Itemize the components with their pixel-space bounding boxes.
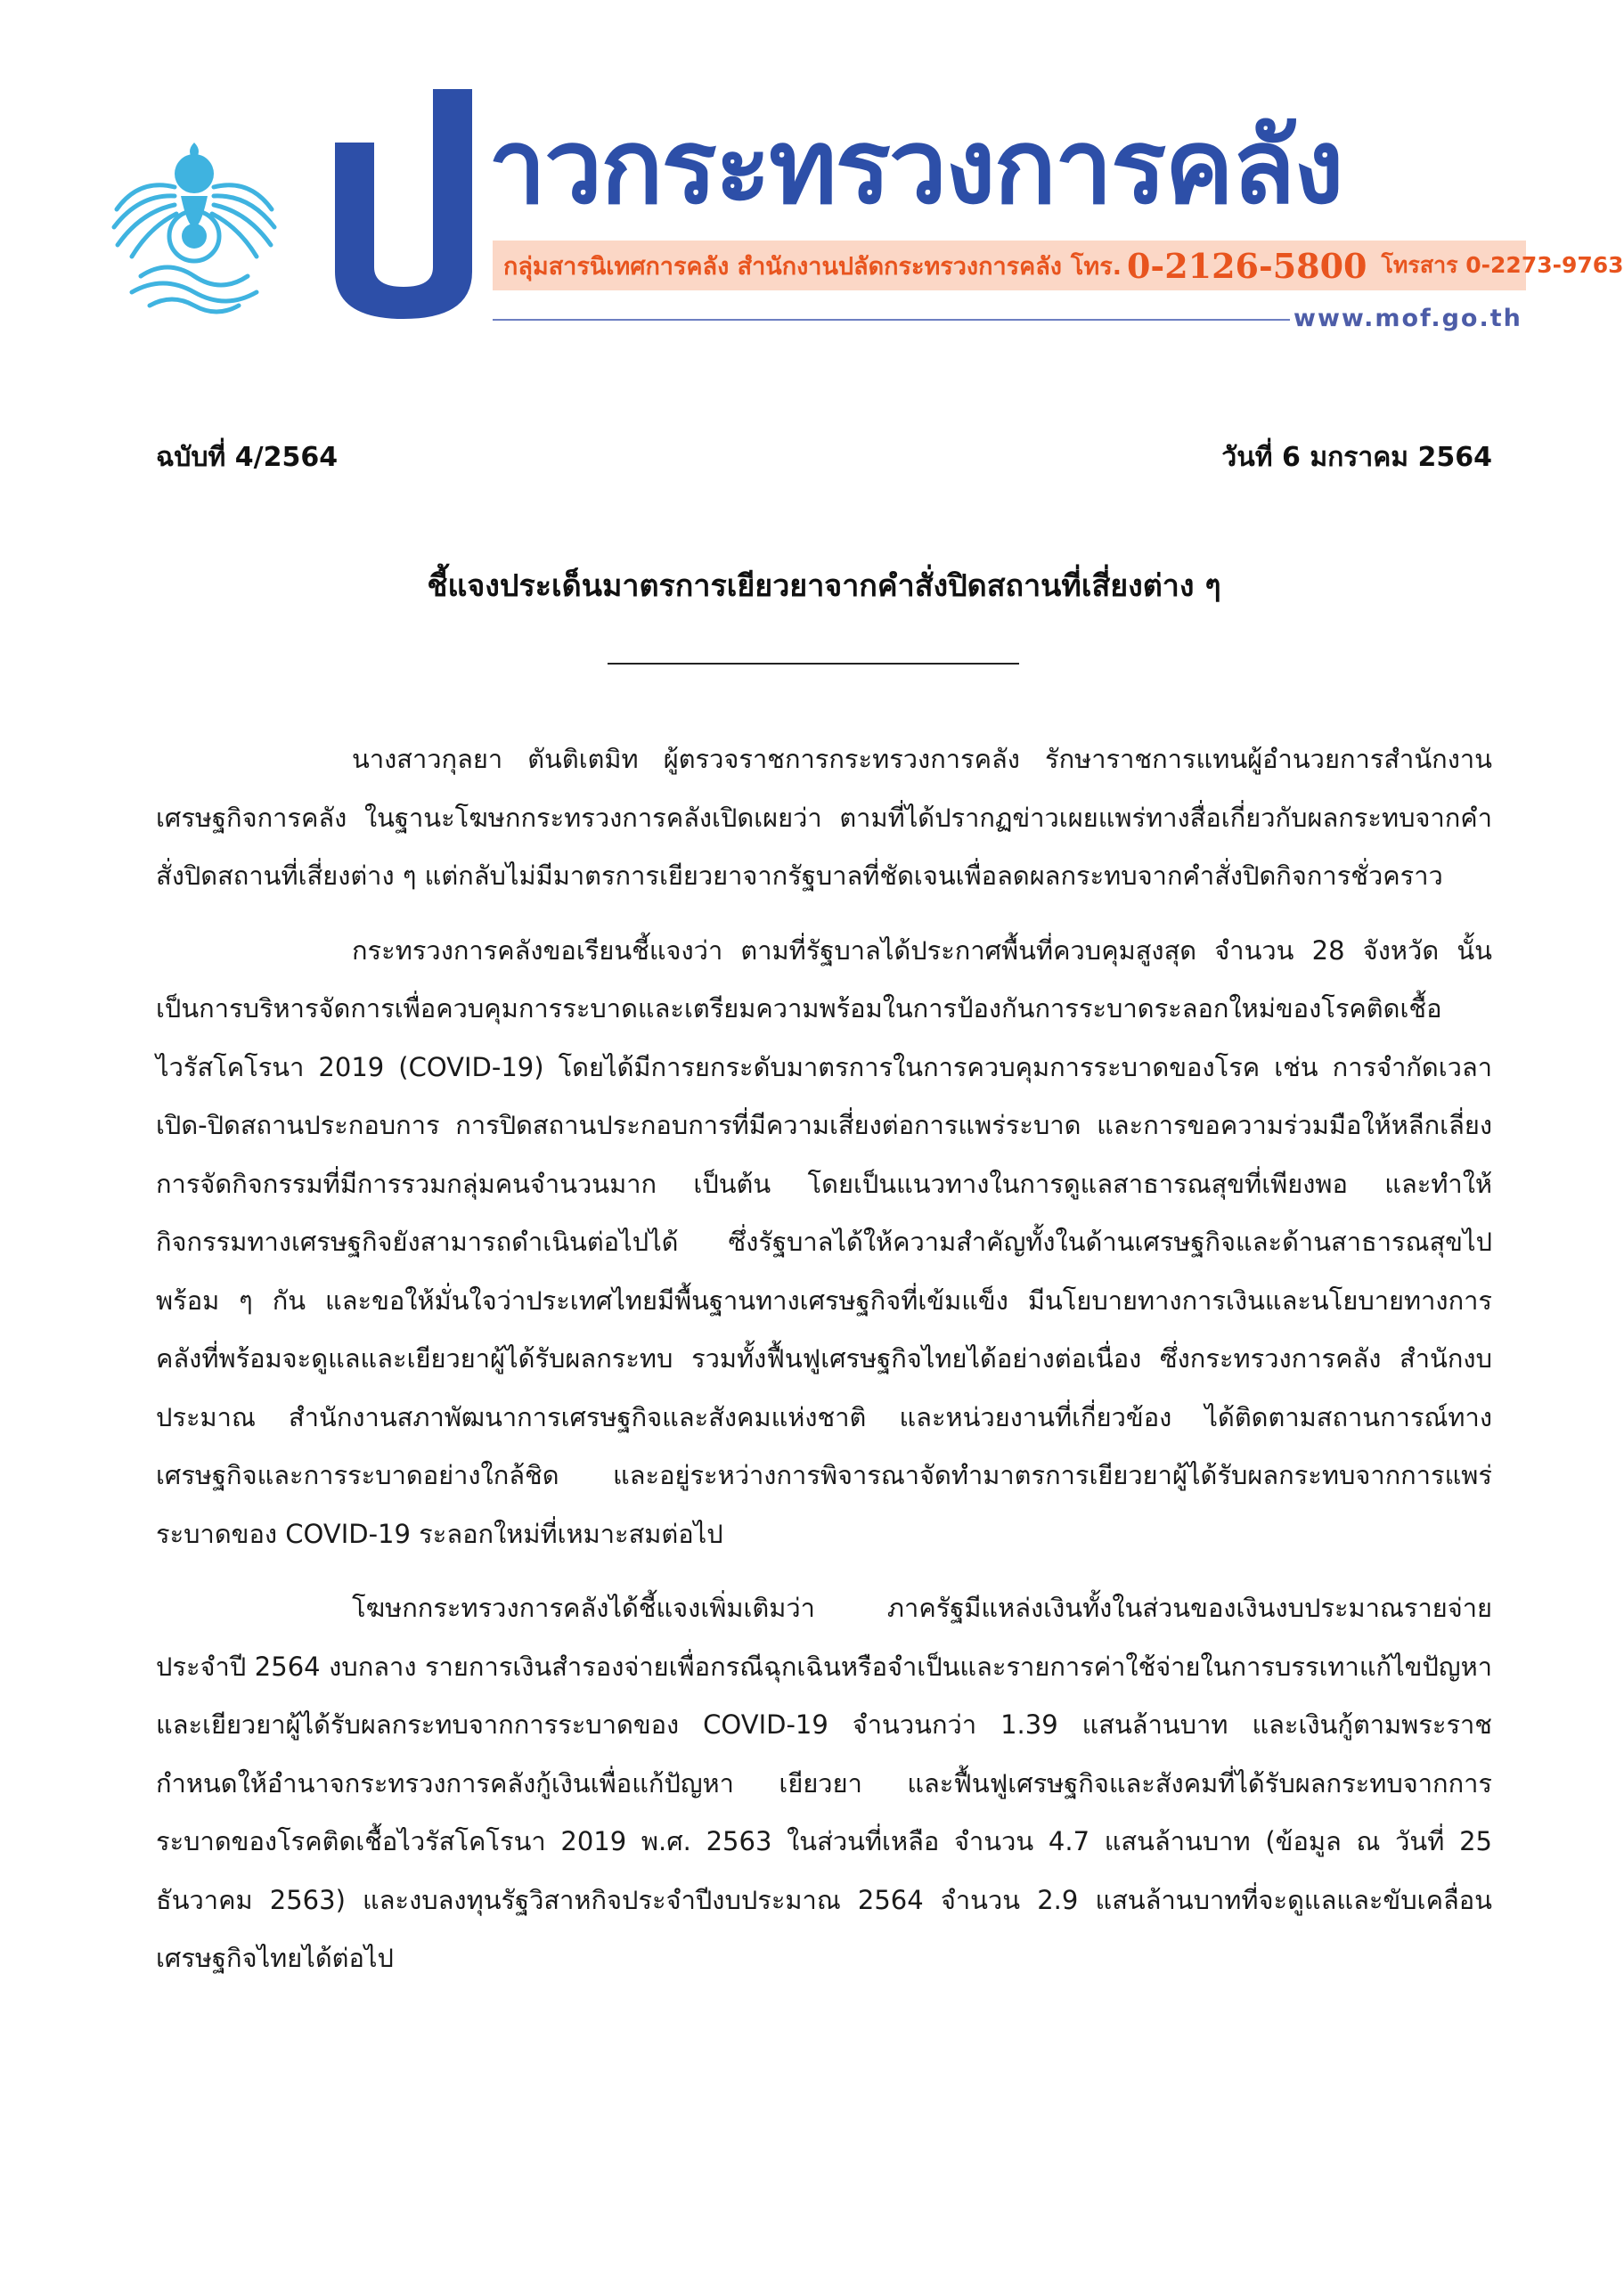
masthead-url: www.mof.go.th	[1293, 305, 1522, 332]
masthead-tel-label: โทร.	[1070, 252, 1122, 281]
document-body	[156, 730, 1492, 2004]
masthead	[0, 0, 1624, 347]
masthead-initial-letter	[328, 89, 479, 321]
ministry-emblem-icon	[105, 125, 283, 312]
issue-date: วันที่ 6 มกราคม 2564	[1221, 442, 1492, 473]
masthead-tel-number: 0-2126-5800	[1126, 245, 1367, 286]
paragraph: กระทรวงการคลังขอเรียนชี้แจงว่า ตามที่รัฐบาลได้ประกาศพื้นที่ควบคุมสูงสุด จำนวน 28 จังหวัด นั้น เป็นการบริหารจัดการเพื่อควบคุมการระบาดและเตรียมความพร้อมในการป้องกันการระบาดระลอกใหม่ของโรคติดเชื้อไวรัสโคโรนา 2019 (COVID-19) โดยได้มีการยกระดับมาตรการในการควบคุมการระบาดของโรค เช่น การจำกัดเวลาเปิด-ปิดสถานประกอบการ การปิดสถานประกอบการที่มีความเสี่ยงต่อการแพร่ระบาด และการขอความร่วมมือให้หลีกเลี่ยงการจัดกิจกรรมที่มีการรวมกลุ่มคนจำนวนมาก เป็นต้น โดยเป็นแนวทางในการดูแลสาธารณสุขที่เพียงพอ และทำให้กิจกรรมทางเศรษฐกิจยังสามารถดำเนินต่อไปได้ ซึ่งรัฐบาลได้ให้ความสำคัญทั้งในด้านเศรษฐกิจและด้านสาธารณสุขไปพร้อม ๆ กัน และขอให้มั่นใจว่าประเทศไทยมีพื้นฐานทางเศรษฐกิจที่เข้มแข็ง มีนโยบายทางการเงินและนโยบายทางการคลังที่พร้อมจะดูแลและเยียวยาผู้ได้รับผลกระทบ รวมทั้งฟื้นฟูเศรษฐกิจไทยได้อย่างต่อเนื่อง ซึ่งกระทรวงการคลัง สำนักงบประมาณ สำนักงานสภาพัฒนาการเศรษฐกิจและสังคมแห่งชาติ และหน่วยงานที่เกี่ยวข้อง ได้ติดตามสถานการณ์ทางเศรษฐกิจและการระบาดอย่างใกล้ชิด และอยู่ระหว่างการพิจารณาจัดทำมาตรการเยียวยาผู้ได้รับผลกระทบจากการแพร่ระบาดของ COVID-19 ระลอกใหม่ที่เหมาะสมต่อไป	[156, 934, 1492, 1549]
paragraph: นางสาวกุลยา ตันติเตมิท ผู้ตรวจราชการกระทรวงการคลัง รักษาราชการแทนผู้อำนวยการสำนักงานเศรษฐกิจการคลัง ในฐานะโฆษกกระทรวงการคลังเปิดเผยว่า ตามที่ได้ปรากฏข่าวเผยแพร่ทางสื่อเกี่ยวกับผลกระทบจากคำสั่งปิดสถานที่เสี่ยงต่าง ๆ แต่กลับไม่มีมาตรการเยียวยาจากรัฐบาลที่ชัดเจนเพื่อลดผลกระทบจากคำสั่งปิดกิจการชั่วคราว	[156, 744, 1492, 891]
masthead-org: กลุ่มสารนิเทศการคลัง สำนักงานปลัดกระทรวงการคลัง	[503, 252, 1062, 281]
masthead-title: าวกระทรวงการคลัง	[488, 107, 1342, 227]
title-underline	[608, 663, 1019, 665]
paragraph: โฆษกกระทรวงการคลังได้ชี้แจงเพิ่มเติมว่า ภาครัฐมีแหล่งเงินทั้งในส่วนของเงินงบประมาณรายจ่ายประจำปี 2564 งบกลาง รายการเงินสำรองจ่ายเพื่อกรณีฉุกเฉินหรือจำเป็นและรายการค่าใช้จ่ายในการบรรเทาแก้ไขปัญหา และเยียวยาผู้ได้รับผลกระทบจากการระบาดของ COVID-19 จำนวนกว่า 1.39 แสนล้านบาท และเงินกู้ตามพระราชกำหนดให้อำนาจกระทรวงการคลังกู้เงินเพื่อแก้ปัญหา เยียวยา และฟื้นฟูเศรษฐกิจและสังคมที่ได้รับผลกระทบจากการระบาดของโรคติดเชื้อไวรัสโคโรนา 2019 พ.ศ. 2563 ในส่วนที่เหลือ จำนวน 4.7 แสนล้านบาท (ข้อมูล ณ วันที่ 25 ธันวาคม 2563) และงบลงทุนรัฐวิสาหกิจประจำปีงบประมาณ 2564 จำนวน 2.9 แสนล้านบาทที่จะดูแลและขับเคลื่อนเศรษฐกิจไทยได้ต่อไป	[156, 1593, 1492, 1973]
issue-number: ฉบับที่ 4/2564	[156, 442, 339, 473]
masthead-fax: โทรสาร 0-2273-9763	[1381, 252, 1624, 278]
masthead-contact-band	[493, 241, 1624, 290]
masthead-divider	[493, 319, 1290, 321]
document-title: ชี้แจงประเด็นมาตรการเยียวยาจากคำสั่งปิดสถานที่เสี่ยงต่าง ๆ	[427, 568, 1221, 604]
